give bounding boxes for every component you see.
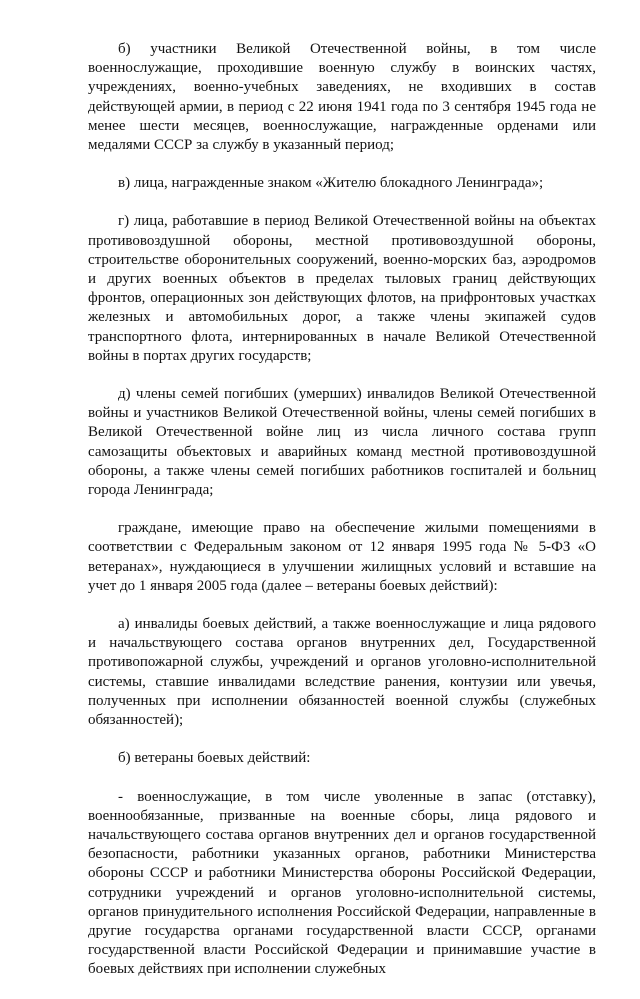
paragraph-g-defense-workers: г) лица, работавшие в период Великой Отечественной войны на объектах противовоздушной обороны, местной противовоздушной обороны, строительстве оборонительных сооружений, военно-морских баз, аэродромов и других военных объектов в пределах тыловых границ действующих фронтов, операционных зон действующих флотов, на прифронтовых участках железных и автомобильных дорог, а также члены экипажей судов транспортного флота, интернированных в начале Великой Отечественной войны в портах других государств; <box>88 213 596 364</box>
paragraph-b-war-participants: б) участники Великой Отечественной войны, в том числе военнослужащие, проходившие военную службу в воинских частях, учреждениях, военно-учебных заведениях, не входивших в состав действующей армии, в период с 22 июня 1941 года по 3 сентября 1945 года не менее шести месяцев, военнослужащие, награжденные орденами или медалями СССР за службу в указанный период; <box>88 41 596 154</box>
paragraph-v-blockade-badge: в) лица, награжденные знаком «Жителю блокадного Ленинграда»; <box>118 175 544 192</box>
paragraph-dash-servicemen: - военнослужащие, в том числе уволенные в запас (отставку), военнообязанные, призванные на военные сборы, лица рядового и начальствующего состава органов внутренних дел и органов государственной безопасности, работники указанных органов, работники Министерства обороны СССР и работники Министерства обороны Российской Федерации, сотрудники учреждений и органов уголовно-исполнительной системы, органов принудительного исполнения Российской Федерации, направленные в другие государства органами государственной власти СССР, органами государственной власти Российской Федерации и принимавшие участие в боевых действиях при исполнении служебных <box>88 788 596 978</box>
paragraph-a-combat-invalids: а) инвалиды боевых действий, а также военнослужащие и лица рядового и начальствующего состава органов внутренних дел, Государственной противопожарной службы, учреждений и органов уголовно-исполнительной системы, ставшие инвалидами вследствие ранения, контузии или увечья, полученных при исполнении обязанностей военной службы (служебных обязанностей); <box>88 616 596 729</box>
paragraph-d-family-members: д) члены семей погибших (умерших) инвалидов Великой Отечественной войны и участников Великой Отечественной войны, члены семей погибших в Великой Отечественной войне лиц из числа личного состава групп самозащиты объектовых и аварийных команд местной противовоздушной обороны, а также члены семей погибших работников госпиталей и больниц города Ленинграда; <box>88 386 596 499</box>
paragraph-b-combat-veterans: б) ветераны боевых действий: <box>118 750 311 767</box>
document-body <box>88 40 596 999</box>
paragraph-combat-veterans-intro: граждане, имеющие право на обеспечение жилыми помещениями в соответствии с Федеральным законом от 12 января 1995 года № 5-ФЗ «О ветеранах», нуждающиеся в улучшении жилищных условий и вставшие на учет до 1 января 2005 года (далее – ветераны боевых действий): <box>88 520 596 594</box>
